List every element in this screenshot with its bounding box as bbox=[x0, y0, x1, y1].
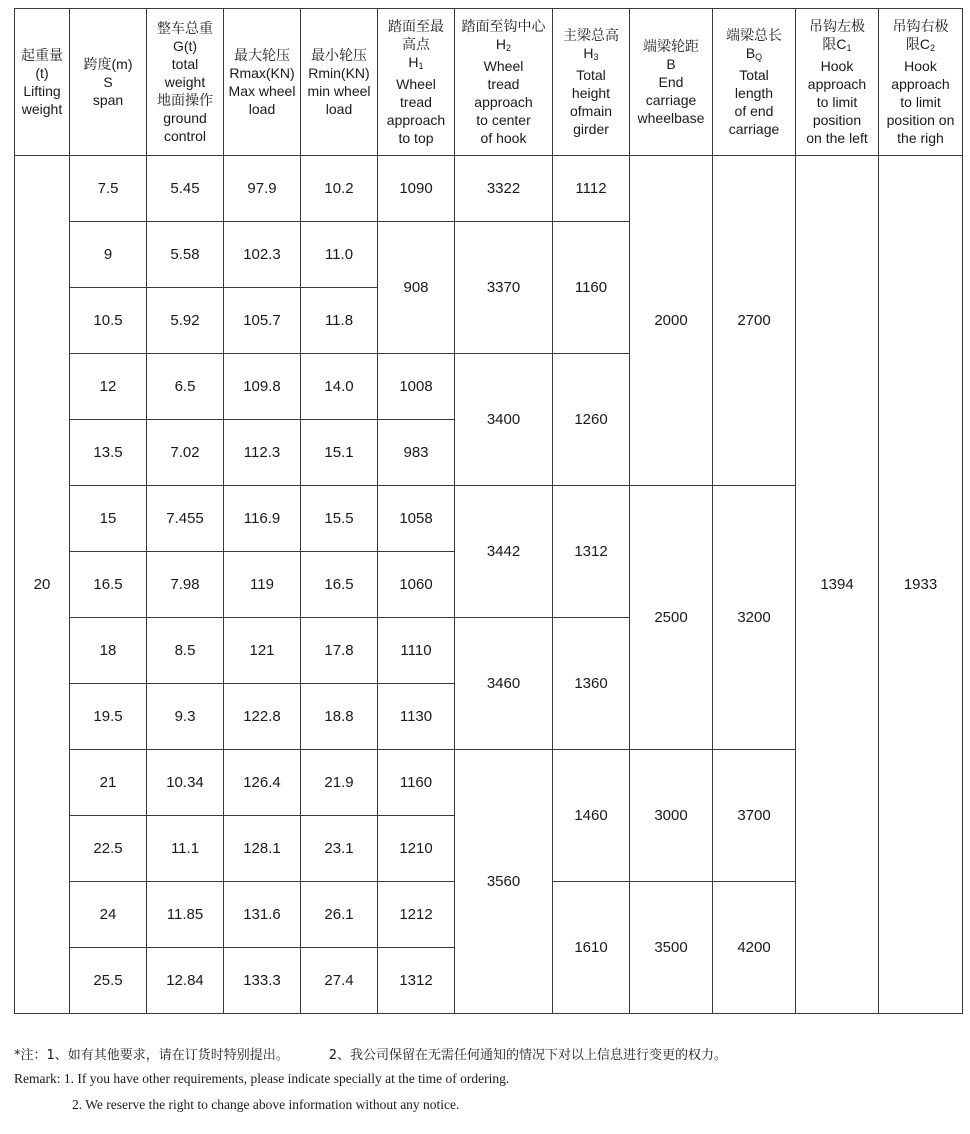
rmin-cell: 27.4 bbox=[301, 948, 378, 1014]
crane-spec-table bbox=[14, 8, 963, 1014]
span-cell: 21 bbox=[70, 750, 147, 816]
weight-cell: 7.455 bbox=[147, 486, 224, 552]
weight-cell: 7.98 bbox=[147, 552, 224, 618]
weight-cell: 12.84 bbox=[147, 948, 224, 1014]
h1-cell: 1008 bbox=[378, 354, 455, 420]
rmax-cell: 131.6 bbox=[224, 882, 301, 948]
header-max-wheel-load: 最大轮压 Rmax(KN) Max wheel load bbox=[224, 9, 301, 156]
h2-cell: 3560 bbox=[455, 750, 553, 1014]
rmax-cell: 119 bbox=[224, 552, 301, 618]
weight-cell: 5.58 bbox=[147, 222, 224, 288]
end-carriage-length-cell: 4200 bbox=[713, 882, 796, 1014]
end-carriage-length-cell: 3200 bbox=[713, 486, 796, 750]
h3-cell: 1112 bbox=[553, 156, 630, 222]
wheelbase-cell: 2000 bbox=[630, 156, 713, 486]
weight-cell: 5.45 bbox=[147, 156, 224, 222]
table-header-row bbox=[15, 9, 963, 156]
rmin-cell: 17.8 bbox=[301, 618, 378, 684]
h3-cell: 1260 bbox=[553, 354, 630, 486]
rmin-cell: 21.9 bbox=[301, 750, 378, 816]
h1-cell: 908 bbox=[378, 222, 455, 354]
remarks-section bbox=[14, 1046, 962, 1118]
rmax-cell: 109.8 bbox=[224, 354, 301, 420]
rmin-cell: 14.0 bbox=[301, 354, 378, 420]
header-h2-symbol: $H_2$ bbox=[495, 36, 512, 53]
wheelbase-cell: 3000 bbox=[630, 750, 713, 882]
h1-cell: 1212 bbox=[378, 882, 455, 948]
remark-english-2: 2. We reserve the right to change above information without any notice. bbox=[72, 1097, 460, 1112]
h1-cell: 1130 bbox=[378, 684, 455, 750]
rmin-cell: 10.2 bbox=[301, 156, 378, 222]
header-min-wheel-load: 最小轮压 Rmin(KN) min wheel load bbox=[301, 9, 378, 156]
header-end-carriage-length: 端梁总长 $B_Q$ Total length of end carriage bbox=[713, 9, 796, 156]
span-cell: 15 bbox=[70, 486, 147, 552]
hook-right-cell: 1933 bbox=[879, 156, 963, 1014]
rmin-cell: 16.5 bbox=[301, 552, 378, 618]
rmax-cell: 133.3 bbox=[224, 948, 301, 1014]
rmax-cell: 128.1 bbox=[224, 816, 301, 882]
rmin-cell: 15.1 bbox=[301, 420, 378, 486]
rmax-cell: 97.9 bbox=[224, 156, 301, 222]
wheelbase-cell: 2500 bbox=[630, 486, 713, 750]
weight-cell: 11.85 bbox=[147, 882, 224, 948]
header-bq-symbol: $B_Q$ bbox=[745, 45, 763, 62]
remark-english-1: Remark: 1. If you have other requirements, please indicate specially at the time of ordering. bbox=[14, 1071, 510, 1086]
rmax-cell: 112.3 bbox=[224, 420, 301, 486]
h3-cell: 1460 bbox=[553, 750, 630, 882]
h1-cell: 1312 bbox=[378, 948, 455, 1014]
span-cell: 18 bbox=[70, 618, 147, 684]
end-carriage-length-cell: 3700 bbox=[713, 750, 796, 882]
h3-cell: 1160 bbox=[553, 222, 630, 354]
h1-cell: 1058 bbox=[378, 486, 455, 552]
rmax-cell: 102.3 bbox=[224, 222, 301, 288]
weight-cell: 6.5 bbox=[147, 354, 224, 420]
remark-chinese-2: 2、我公司保留在无需任何通知的情况下对以上信息进行变更的权力。 bbox=[328, 1048, 728, 1063]
h2-cell: 3460 bbox=[455, 618, 553, 750]
header-c1-symbol: 限$C_1$ bbox=[822, 36, 852, 53]
span-cell: 9 bbox=[70, 222, 147, 288]
wheelbase-cell: 3500 bbox=[630, 882, 713, 1014]
header-c2-symbol: 限$C_2$ bbox=[905, 36, 936, 53]
rmin-cell: 26.1 bbox=[301, 882, 378, 948]
header-total-weight: 整车总重 G(t) total weight 地面操作 ground control bbox=[147, 9, 224, 156]
h2-cell: 3370 bbox=[455, 222, 553, 354]
header-lifting-weight: 起重量 (t) Lifting weight bbox=[15, 9, 70, 156]
rmax-cell: 122.8 bbox=[224, 684, 301, 750]
header-hook-left: 吊钩左极 限$C_1$ Hook approach to limit position on the left bbox=[796, 9, 879, 156]
weight-cell: 8.5 bbox=[147, 618, 224, 684]
header-h1: 踏面至最 高点 $H_1$ Wheel tread approach to top bbox=[378, 9, 455, 156]
span-cell: 16.5 bbox=[70, 552, 147, 618]
rmin-cell: 23.1 bbox=[301, 816, 378, 882]
h1-cell: 983 bbox=[378, 420, 455, 486]
remark-chinese bbox=[14, 1046, 962, 1066]
h1-cell: 1110 bbox=[378, 618, 455, 684]
header-hook-right: 吊钩右极 限$C_2$ Hook approach to limit position on the righ bbox=[879, 9, 963, 156]
h2-cell: 3442 bbox=[455, 486, 553, 618]
h2-cell: 3322 bbox=[455, 156, 553, 222]
header-span: 跨度(m) S span bbox=[70, 9, 147, 156]
h1-cell: 1160 bbox=[378, 750, 455, 816]
span-cell: 19.5 bbox=[70, 684, 147, 750]
rmin-cell: 11.8 bbox=[301, 288, 378, 354]
hook-left-cell: 1394 bbox=[796, 156, 879, 1014]
remark-chinese-1: *注：1、如有其他要求，请在订货时特别提出。 bbox=[14, 1048, 289, 1063]
span-cell: 10.5 bbox=[70, 288, 147, 354]
h3-cell: 1360 bbox=[553, 618, 630, 750]
rmax-cell: 116.9 bbox=[224, 486, 301, 552]
lifting-weight-cell: 20 bbox=[15, 156, 70, 1014]
rmax-cell: 126.4 bbox=[224, 750, 301, 816]
h1-cell: 1060 bbox=[378, 552, 455, 618]
h1-cell: 1210 bbox=[378, 816, 455, 882]
rmin-cell: 18.8 bbox=[301, 684, 378, 750]
end-carriage-length-cell: 2700 bbox=[713, 156, 796, 486]
span-cell: 22.5 bbox=[70, 816, 147, 882]
h3-cell: 1312 bbox=[553, 486, 630, 618]
weight-cell: 10.34 bbox=[147, 750, 224, 816]
h2-cell: 3400 bbox=[455, 354, 553, 486]
rmin-cell: 15.5 bbox=[301, 486, 378, 552]
weight-cell: 5.92 bbox=[147, 288, 224, 354]
span-cell: 25.5 bbox=[70, 948, 147, 1014]
header-wheelbase: 端梁轮距 B End carriage wheelbase bbox=[630, 9, 713, 156]
header-h3-symbol: $H_3$ bbox=[583, 45, 599, 62]
weight-cell: 9.3 bbox=[147, 684, 224, 750]
header-h1-symbol: $H_1$ bbox=[408, 54, 424, 71]
header-h3: 主梁总高 $H_3$ Total height ofmain girder bbox=[553, 9, 630, 156]
weight-cell: 11.1 bbox=[147, 816, 224, 882]
rmin-cell: 11.0 bbox=[301, 222, 378, 288]
span-cell: 12 bbox=[70, 354, 147, 420]
h3-cell: 1610 bbox=[553, 882, 630, 1014]
span-cell: 7.5 bbox=[70, 156, 147, 222]
rmax-cell: 121 bbox=[224, 618, 301, 684]
table-row bbox=[15, 156, 963, 222]
span-cell: 24 bbox=[70, 882, 147, 948]
weight-cell: 7.02 bbox=[147, 420, 224, 486]
span-cell: 13.5 bbox=[70, 420, 147, 486]
h1-cell: 1090 bbox=[378, 156, 455, 222]
header-h2: 踏面至钩中心 $H_2$ Wheel tread approach to center of hook bbox=[455, 9, 553, 156]
rmax-cell: 105.7 bbox=[224, 288, 301, 354]
